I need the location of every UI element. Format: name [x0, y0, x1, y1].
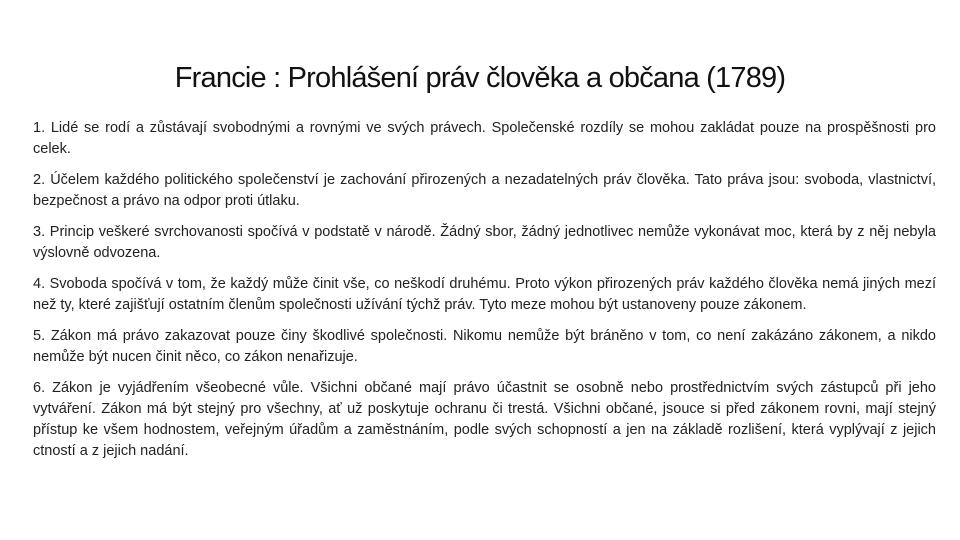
article-5: 5. Zákon má právo zakazovat pouze činy škodlivé společnosti. Nikomu nemůže být bráněno v tom, co není zakázáno zákonem, a nikdo nemůže být nucen činit něco, co zákon nenařizuje. — [33, 328, 936, 365]
slide-title: Francie : Prohlášení práv člověka a občana (1789) — [174, 62, 786, 94]
slide-content — [33, 118, 936, 472]
article-1: 1. Lidé se rodí a zůstávají svobodnými a rovnými ve svých právech. Společenské rozdíly se mohou zakládat pouze na prospěšnosti pro celek. — [33, 120, 936, 157]
article-2: 2. Účelem každého politického společenství je zachování přirozených a nezadatelných práv člověka. Tato práva jsou: svoboda, vlastnictví, bezpečnost a právo na odpor proti útlaku. — [33, 172, 936, 209]
article-4: 4. Svoboda spočívá v tom, že každý může činit vše, co neškodí druhému. Proto výkon přirozených práv každého člověka nemá jiných mezí než ty, které zajišťují ostatním členům společnosti užívání týchž práv. Tyto meze mohou být ustanoveny pouze zákonem. — [33, 276, 936, 313]
article-6: 6. Zákon je vyjádřením všeobecné vůle. Všichni občané mají právo účastnit se osobně nebo prostřednictvím svých zástupců při jeho vytváření. Zákon má být stejný pro všechny, ať už poskytuje ochranu či trestá. Všichni občané, jsouce si před zákonem rovni, mají stejný přístup ke všem hodnostem, veřejným úřadům a zaměstnáním, podle svých schopností a jen na základě rozlišení, která vyplývají z jejich ctností a z jejich nadání. — [33, 380, 936, 459]
article-3: 3. Princip veškeré svrchovanosti spočívá v podstatě v národě. Žádný sbor, žádný jednotlivec nemůže vykonávat moc, která by z něj nebyla výslovně odvozena. — [33, 224, 936, 261]
